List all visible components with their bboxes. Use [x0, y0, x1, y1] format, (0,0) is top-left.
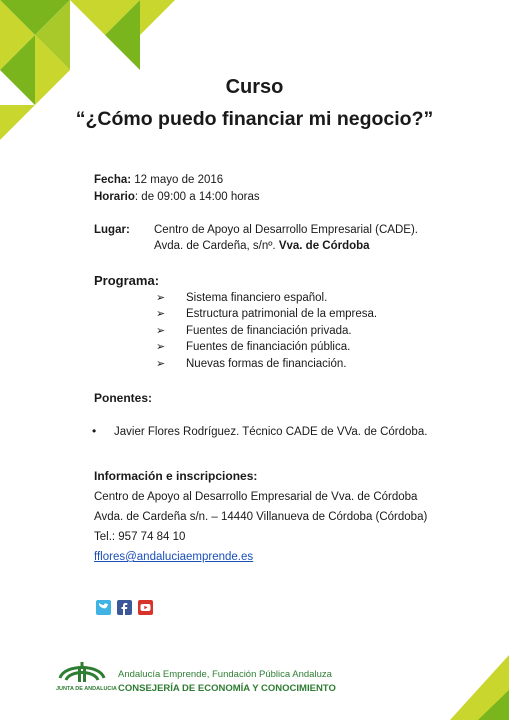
arrow-bullet-icon: ➢ [156, 308, 166, 320]
programa-item [156, 307, 377, 320]
junta-andalucia-logo-icon [56, 656, 108, 686]
email-link[interactable]: fflores@andaluciaemprende.es [94, 551, 254, 563]
fecha-label: Fecha: [94, 174, 132, 186]
bullet-dot-icon: • [92, 424, 97, 438]
horario-line [94, 191, 260, 203]
programa-item-text: Fuentes de financiación privada. [186, 325, 352, 337]
lugar-city: Vva. de Córdoba [278, 240, 370, 252]
lugar-line-2 [154, 240, 370, 252]
info-line-1: Centro de Apoyo al Desarrollo Empresarial de Vva. de Córdoba [94, 491, 418, 503]
ponentes-heading: Ponentes: [94, 391, 153, 405]
fecha-value: 12 mayo de 2016 [131, 174, 224, 186]
programa-item-text: Sistema financiero español. [186, 292, 328, 304]
programa-item [156, 340, 350, 353]
arrow-bullet-icon: ➢ [156, 341, 166, 353]
programa-item [156, 324, 352, 337]
info-line-2: Avda. de Cardeña s/n. – 14440 Villanueva de Córdoba (Córdoba) [94, 511, 428, 523]
junta-label: JUNTA DE ANDALUCIA [56, 686, 117, 692]
horario-value: : de 09:00 a 14:00 horas [134, 191, 260, 203]
facebook-icon[interactable] [117, 600, 132, 615]
ponente-item: Javier Flores Rodríguez. Técnico CADE de VVa. de Córdoba. [114, 426, 428, 438]
arrow-bullet-icon: ➢ [156, 292, 166, 304]
course-title: “¿Cómo puedo financiar mi negocio?” [75, 108, 434, 130]
youtube-icon[interactable] [138, 600, 153, 615]
programa-heading: Programa: [94, 273, 160, 288]
twitter-icon[interactable] [96, 600, 111, 615]
arrow-bullet-icon: ➢ [156, 325, 166, 337]
course-label: Curso [225, 76, 284, 98]
consejeria-name: CONSEJERÍA DE ECONOMÍA Y CONOCIMIENTO [118, 683, 336, 694]
arrow-bullet-icon: ➢ [156, 358, 166, 370]
info-heading: Información e inscripciones: [94, 469, 258, 483]
programa-item [156, 291, 327, 304]
info-phone: Tel.: 957 74 84 10 [94, 531, 186, 543]
programa-item [156, 357, 346, 370]
lugar-line-1: Centro de Apoyo al Desarrollo Empresarial (CADE). [154, 224, 418, 236]
programa-item-text: Fuentes de financiación pública. [186, 341, 351, 353]
horario-label: Horario [94, 191, 135, 203]
programa-item-text: Nuevas formas de financiación. [186, 358, 347, 370]
lugar-address: Avda. de Cardeña, s/nº. [154, 240, 279, 252]
programa-item-text: Estructura patrimonial de la empresa. [186, 308, 378, 320]
org-name: Andalucía Emprende, Fundación Pública Andaluza [118, 669, 332, 680]
lugar-label: Lugar: [94, 224, 130, 236]
fecha-line [94, 174, 223, 186]
